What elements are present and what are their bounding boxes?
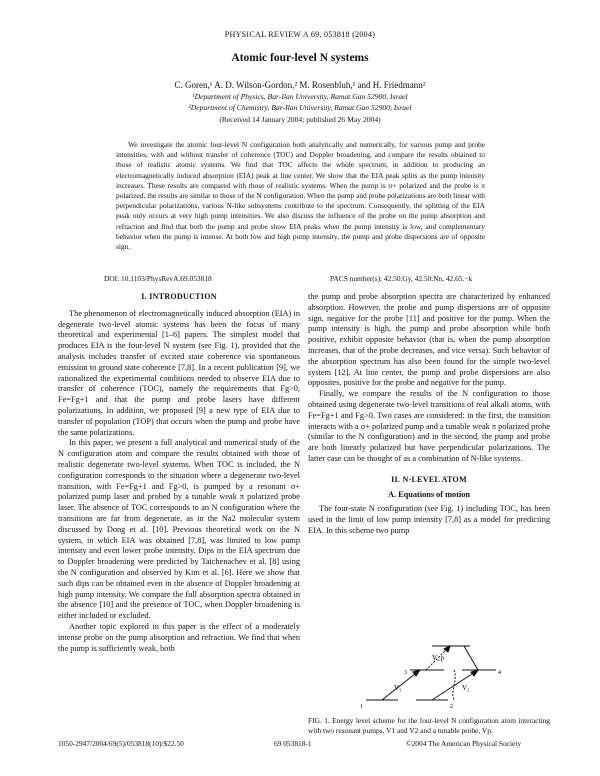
paper-title: Atomic four-level N systems <box>231 52 369 64</box>
state-label: 2 <box>450 704 453 710</box>
energy-level-diagram <box>358 640 518 712</box>
abstract: We investigate the atomic four-level N configuration both analytically and numerically, for various pump and probe intensities, with and without transfer of coherence (TOC) and Doppler broadening, and compare the results obtained to those of realistic atomic systems. We find that TOC affects the whole spectrum, in addition to producing an electromagnetically induced absorption (EIA) peak at line center. We show that the EIA peak splits as the pump intensity increases. These results are compared with those of realistic systems. When the pump is σ+ polarized and the probe is π polarized, the results are similar to those of the N configuration. When the pump and probe polarizations are both linear with perpendicular polarizations, various N-like subsystems contribute to the spectrum. Consequently, the splitting of the EIA peak only occurs at very high pump intensities. We also discuss the influence of the probe on the pump absorption and refraction and find that both the pump and probe show EIA peaks when the pump intensity is low, and complementary behavior when the pump is intense. At both low and high pump intensity, the pump and probe dispersions are of opposite sign. <box>116 140 485 252</box>
author-list: C. Goren,¹ A. D. Wilson-Gordon,² M. Rosenbluh,¹ and H. Friedmann² <box>174 80 426 90</box>
section-title-n-level-atom: II. N-LEVEL ATOM <box>391 474 467 484</box>
right-column <box>308 292 550 537</box>
affiliation-2: ²Department of Chemistry, Bar-Ilan University, Ramat Gan 52900, Israel <box>188 103 412 112</box>
paragraph: the pump and probe absorption spectra are characterized by enhanced absorption. However, the probe and pump dispersions are of opposite sign, negative for the probe [11] and positive for the pump. When the pump intensity is high, the pump and probe absorption while both positive, exhibit opposite behavior (that is, when the pump absorption increases, that of the probe decreases, and vice versa). Such behavior of the absorption spectrum has also been found for the simple two-level system [12]. At line center, the pump and probe dispersions are also opposites, positive for the probe and negative for the pump. <box>308 292 550 388</box>
paragraph: The phenomenon of electromagnetically induced absorption (EIA) in degenerate two-level atomic systems has been the focus of many theoretical and experimental [1–6] papers. The simplest model that produces EIA is the four-level N system (see Fig. 1), provided that the analysis includes transfer of excited state coherence via spontaneous emission to ground state coherence [7,8]. In a recent publication [9], we rationalized the experimental conditions needed to observe EIA due to transfer of coherence (TOC), namely the requirements that Fg>0, Fe=Fg+1 and that the pump and probe lasers have different polarizations. In addition, we proposed [9] a new type of EIA due to transfer of population (TOP) that occurs when the pump and probe have the same polarizations. <box>58 308 300 437</box>
running-head: PHYSICAL REVIEW A 69, 053818 (2004) <box>224 30 376 39</box>
footer-issn: 1050-2947/2004/69(5)/053818(10)/$22.50 <box>58 739 184 748</box>
paragraph: Finally, we compare the results of the N configuration to those obtained using degenerate two-level transitions of real alkali atoms, with Fe=Fg+1 and Fg>0. Two cases are considered: in the first, the transition interacts with a σ+ polarized pump and a tunable weak π polarized probe (similar to the N configuration) and in the second, the pump and probe are both linearly polarized but have perpendicular polarizations. The latter case can be thought of as a combination of N-like systems. <box>308 389 550 463</box>
paragraph: The four-state N configuration (see Fig. 1) including TOC, has been used in the limit of low pump intensity [7,8] as a model for predicting EIA. In this scheme two pump <box>308 504 550 535</box>
footer-copyright: ©2004 The American Physical Society <box>406 739 522 748</box>
affiliation-1: ¹Department of Physics, Bar-Ilan University, Ramat Gan 52900, Israel <box>192 92 408 101</box>
subsection-title: A. Equations of motion <box>387 489 471 499</box>
label-v2: V₂ <box>462 684 470 692</box>
paragraph: Another topic explored in this paper is the effect of a moderately intense probe on the pump absorption and refraction. We find that when the pump is sufficiently weak, both <box>58 621 300 653</box>
label-vp: V_p <box>432 654 445 662</box>
state-label: 3 <box>404 670 407 676</box>
arrow-head <box>471 670 478 676</box>
state-label: 1 <box>360 704 363 710</box>
received-dates: (Received 14 January 2004; published 26 May 2004) <box>219 115 381 124</box>
arrow-head <box>444 646 450 652</box>
left-column <box>58 292 300 654</box>
paragraph: In this paper, we present a full analytical and numerical study of the N configuration atom and compare the results obtained with those of realistic degenerate two-level systems. When TOC is included, the N configuration corresponds to the situation where a degenerate two-level transition, with Fe=Fg+1 and Fg>0, is pumped by a resonant σ+ polarized pump laser and probed by a tunable weak π polarized probe laser. The absence of TOC corresponds to an N configuration where the transitions are far from degenerate, as in the Na2 molecular system discussed by Dong et al. [10]. Previous theoretical work on the N system, in which EIA was obtained [7,8], was limited to low pump intensity and even lower probe intensity. Dips in the EIA spectrum due to Doppler broadening were predicted by Taichenachev et al. [8] using the N configuration and observed by Kim et al. [6]. Here we show that such dips can be obtained even in the absence of Doppler broadening at high pump intensity. We compare the full absorption spectra obtained in the absence [10] and the presence of TOC, when Doppler broadening is either included or excluded. <box>58 438 300 621</box>
doi: DOI: 10.1103/PhysRevA.69.053818 <box>104 274 212 283</box>
section-title-introduction: I. INTRODUCTION <box>141 292 217 301</box>
pacs-numbers: PACS number(s): 42.50.Gy, 42.50.Nn, 42.65.−k <box>330 274 473 283</box>
label-v1: V₁ <box>394 684 402 692</box>
footer-page-number: 69 053818-1 <box>274 739 312 748</box>
figure-caption: FIG. 1. Energy level scheme for the four-level N configuration atom interacting with two resonant pumps, V1 and V2 and a tunable probe, Vp. <box>308 716 550 735</box>
transition-arrow <box>464 646 478 670</box>
state-label: 4 <box>498 670 501 676</box>
